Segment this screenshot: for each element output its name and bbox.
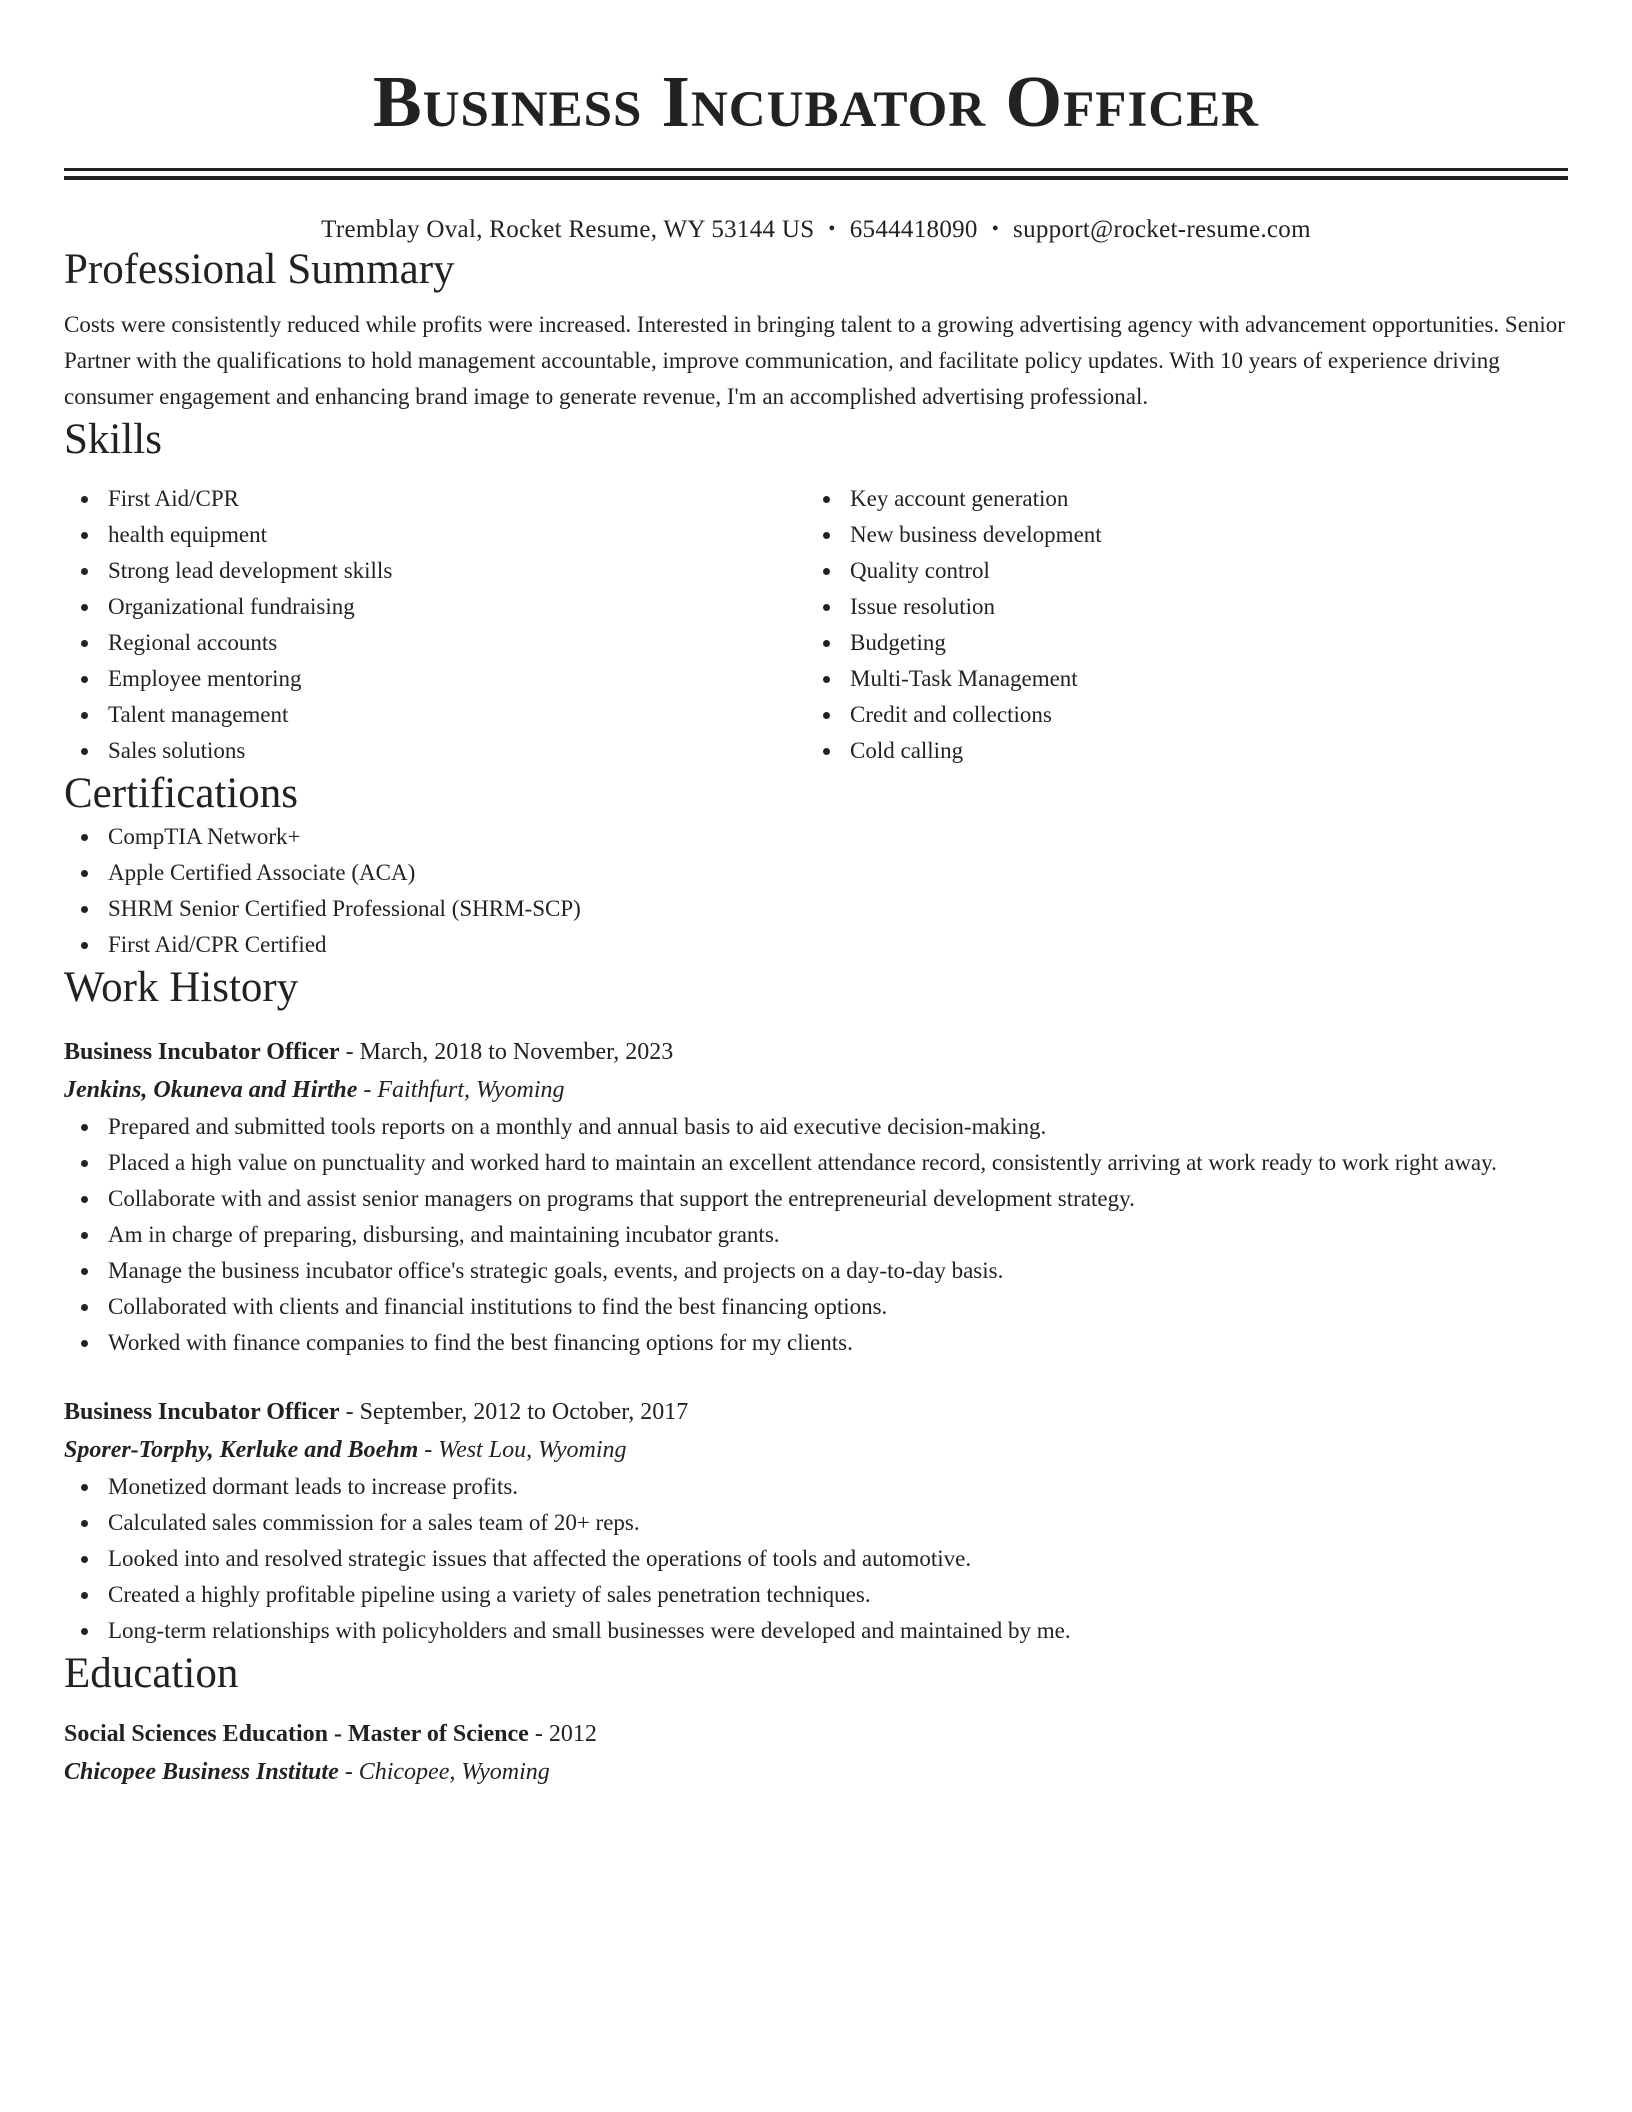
skill-item: Regional accounts (64, 625, 806, 661)
job-position: Business Incubator Officer (64, 1399, 340, 1425)
certifications-heading: Certifications (64, 770, 299, 817)
work-history-heading: Work History (64, 964, 299, 1011)
skills-list-right (806, 481, 1548, 769)
candidate-name: Business Incubator Officer (373, 61, 1259, 142)
contact-address: Tremblay Oval, Rocket Resume, WY 53144 US (321, 216, 815, 243)
skill-item: Strong lead development skills (64, 553, 806, 589)
education-location: - Chicopee, Wyoming (338, 1759, 550, 1785)
contact-email: support@rocket-resume.com (1013, 216, 1311, 243)
job-company-line (64, 1431, 1568, 1469)
skill-item: New business development (806, 517, 1548, 553)
education-degree-line (64, 1715, 1568, 1753)
job-bullet: Calculated sales commission for a sales team of 20+ reps. (64, 1505, 1568, 1541)
job-location: - Faithfurt, Wyoming (357, 1077, 565, 1103)
skills-heading: Skills (64, 416, 162, 463)
skill-item: Talent management (64, 697, 806, 733)
job-bullet: Collaborated with clients and financial institutions to find the best financing options. (64, 1289, 1568, 1325)
job-company-line (64, 1071, 1568, 1109)
summary-text: Costs were consistently reduced while profits were increased. Interested in bringing talent to a growing advertising agency with advancement opportunities. Senior Partner with the qualifications to hold management accountable, improve communication, and facilitate policy updates. With 10 years of experience driving consumer engagement and enhancing brand image to generate revenue, I'm an accomplished advertising professional. (64, 312, 1565, 409)
certification-item: CompTIA Network+ (64, 819, 1568, 855)
job-entry (64, 1033, 1568, 1361)
job-bullet-list (64, 1469, 1568, 1649)
certifications-list (64, 819, 1568, 963)
skills-column-right (806, 481, 1548, 769)
job-bullet-list (64, 1109, 1568, 1361)
summary-section (64, 245, 1568, 415)
skills-grid (64, 481, 1568, 769)
skill-item: Organizational fundraising (64, 589, 806, 625)
education-heading: Education (64, 1650, 239, 1697)
header-divider (64, 168, 1568, 180)
job-bullet: Prepared and submitted tools reports on a monthly and annual basis to aid executive decision-making. (64, 1109, 1568, 1145)
contact-separator: • (991, 218, 1000, 240)
job-company: Sporer-Torphy, Kerluke and Boehm (64, 1437, 419, 1463)
skill-item: Credit and collections (806, 697, 1548, 733)
summary-heading: Professional Summary (64, 246, 455, 293)
skill-item: Sales solutions (64, 733, 806, 769)
skill-item: Key account generation (806, 481, 1548, 517)
education-degree: Social Sciences Education - Master of Science (64, 1721, 529, 1747)
job-location: - West Lou, Wyoming (418, 1437, 627, 1463)
skills-list-left (64, 481, 806, 769)
job-bullet: Collaborate with and assist senior managers on programs that support the entrepreneurial development strategy. (64, 1181, 1568, 1217)
job-dates: - September, 2012 to October, 2017 (339, 1399, 689, 1425)
skill-item: Issue resolution (806, 589, 1548, 625)
job-bullet: Created a highly profitable pipeline using a variety of sales penetration techniques. (64, 1577, 1568, 1613)
job-dates: - March, 2018 to November, 2023 (339, 1039, 674, 1065)
skill-item: health equipment (64, 517, 806, 553)
job-bullet: Worked with finance companies to find the best financing options for my clients. (64, 1325, 1568, 1361)
contact-line (64, 214, 1568, 245)
skill-item: Cold calling (806, 733, 1548, 769)
certification-item: First Aid/CPR Certified (64, 927, 1568, 963)
job-title-line (64, 1033, 1568, 1071)
certification-item: Apple Certified Associate (ACA) (64, 855, 1568, 891)
skill-item: Employee mentoring (64, 661, 806, 697)
education-section (64, 1649, 1568, 1791)
job-bullet: Long-term relationships with policyholders and small businesses were developed and maintained by me. (64, 1613, 1568, 1649)
job-bullet: Monetized dormant leads to increase profits. (64, 1469, 1568, 1505)
job-title-line (64, 1393, 1568, 1431)
certification-item: SHRM Senior Certified Professional (SHRM-SCP) (64, 891, 1568, 927)
skill-item: Quality control (806, 553, 1548, 589)
skills-column-left (64, 481, 806, 769)
job-position: Business Incubator Officer (64, 1039, 340, 1065)
skill-item: Multi-Task Management (806, 661, 1548, 697)
job-entry (64, 1393, 1568, 1649)
skill-item: First Aid/CPR (64, 481, 806, 517)
education-year: - 2012 (528, 1721, 597, 1747)
job-bullet: Looked into and resolved strategic issues that affected the operations of tools and automotive. (64, 1541, 1568, 1577)
education-entry (64, 1715, 1568, 1791)
skill-item: Budgeting (806, 625, 1548, 661)
job-bullet: Am in charge of preparing, disbursing, and maintaining incubator grants. (64, 1217, 1568, 1253)
job-bullet: Manage the business incubator office's strategic goals, events, and projects on a day-to-day basis. (64, 1253, 1568, 1289)
contact-separator: • (828, 218, 836, 240)
job-bullet: Placed a high value on punctuality and worked hard to maintain an excellent attendance record, consistently arriving at work ready to work right away. (64, 1145, 1568, 1181)
education-school: Chicopee Business Institute (64, 1759, 339, 1785)
job-company: Jenkins, Okuneva and Hirthe (64, 1077, 358, 1103)
education-school-line (64, 1753, 1568, 1791)
work-history-section (64, 963, 1568, 1649)
certifications-section (64, 769, 1568, 963)
contact-phone: 6544418090 (849, 216, 978, 243)
skills-section (64, 415, 1568, 769)
